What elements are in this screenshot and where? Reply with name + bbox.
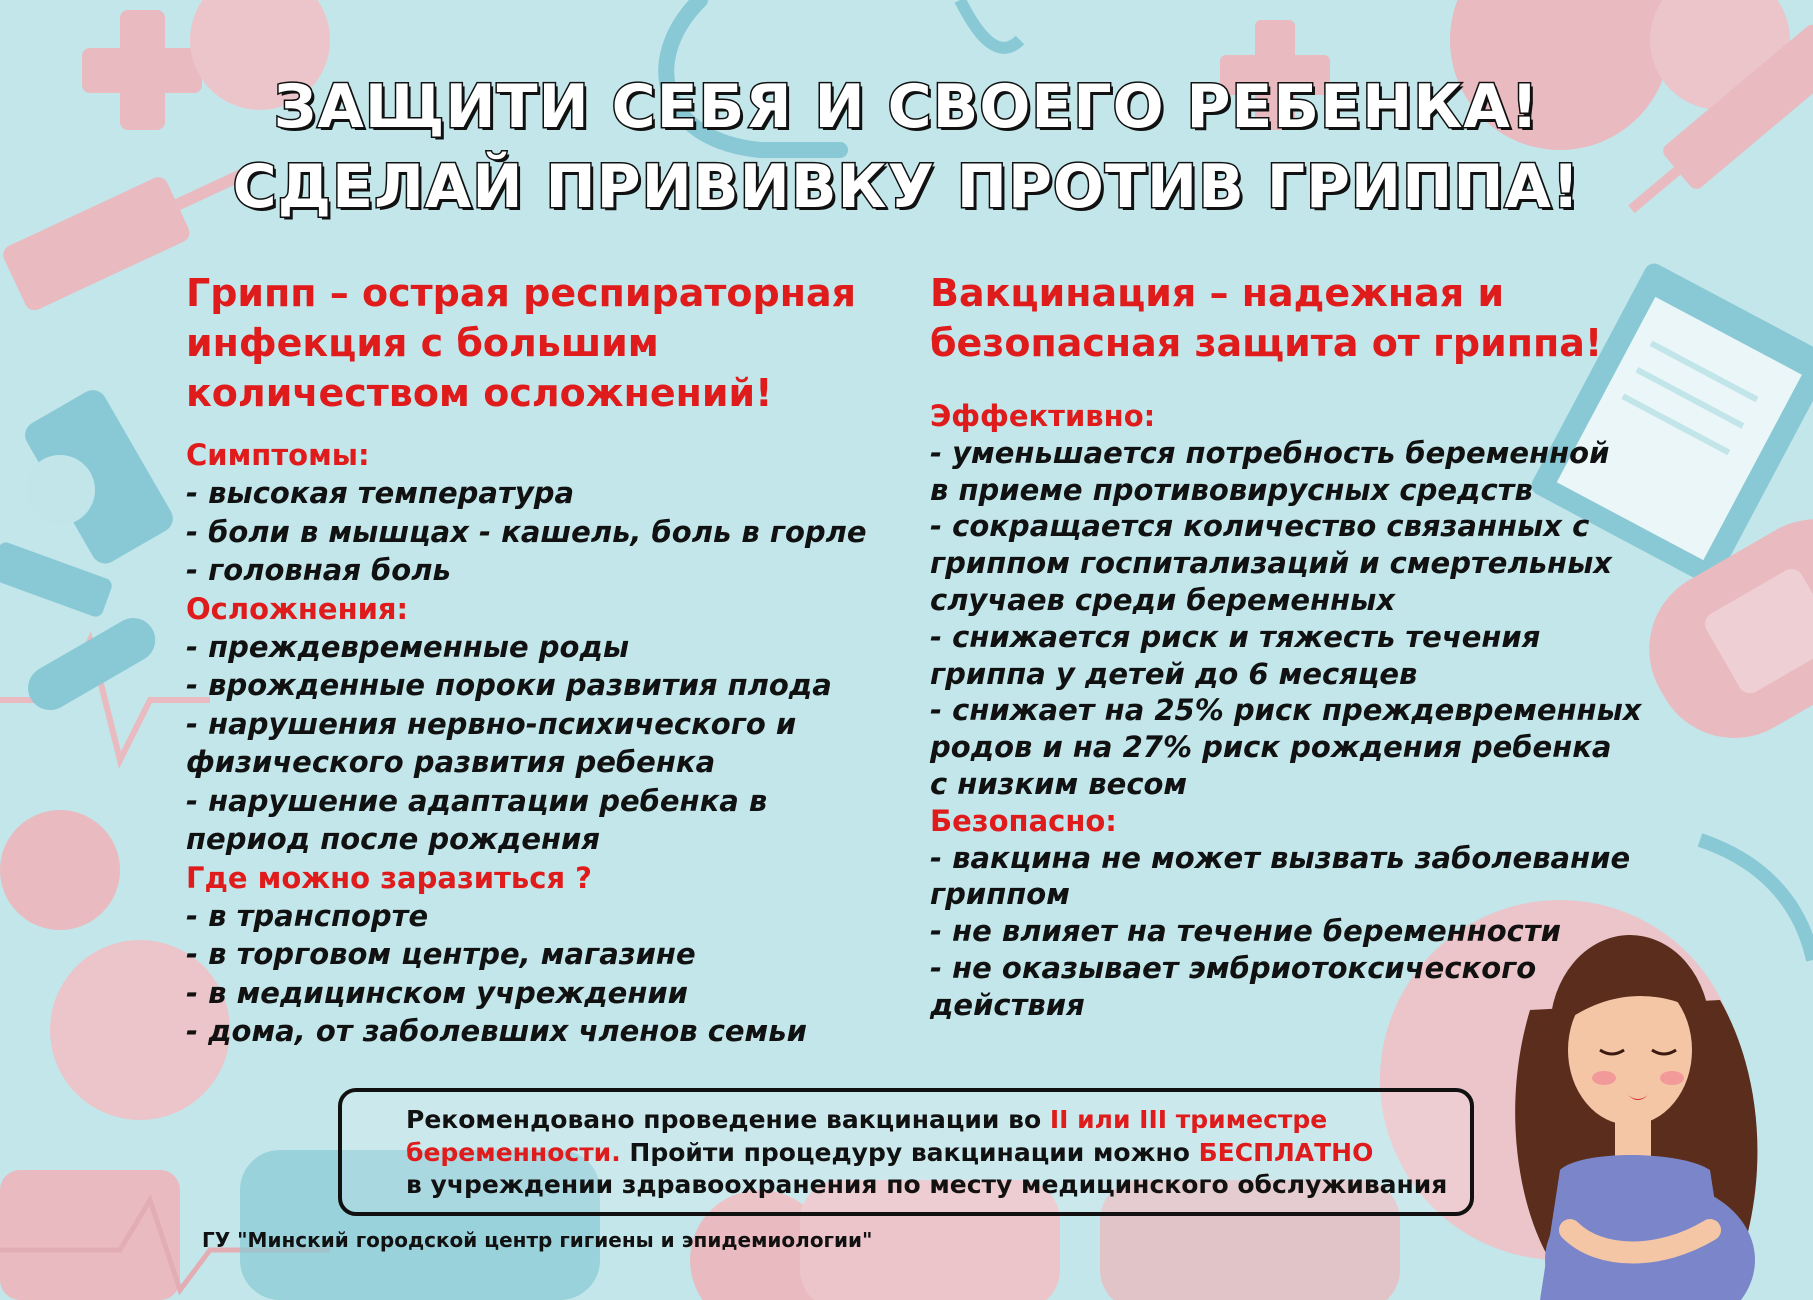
list-item: - боли в мышцах - кашель, боль в горле [186, 514, 867, 549]
pregnancy-highlight: беременности. [406, 1137, 621, 1167]
list-item: - снижает на 25% риск преждевременных [930, 693, 1642, 728]
list-item: - в торговом центре, магазине [186, 937, 696, 971]
infection-places-title: Где можно заразиться ? [186, 860, 592, 895]
recommendation-part: Рекомендовано проведение вакцинации во [406, 1105, 1050, 1134]
flu-heading-line: количеством осложнений! [186, 371, 773, 415]
free-highlight: БЕСПЛАТНО [1198, 1137, 1374, 1167]
list-item: гриппом госпитализаций и смертельных [930, 546, 1612, 581]
recommendation-box [338, 1088, 1474, 1216]
page-title-line-1: ЗАЩИТИ СЕБЯ И СВОЕГО РЕБЕНКА! [273, 72, 1540, 142]
effective-title: Эффективно: [930, 399, 1156, 433]
list-item: с низким весом [930, 766, 1188, 801]
list-item: - сокращается количество связанных с [930, 509, 1590, 544]
list-item: в приеме противовирусных средств [930, 472, 1533, 507]
list-item: - нарушения нервно-психического и [186, 706, 797, 741]
list-item: - снижается риск и тяжесть течения [930, 619, 1541, 654]
flu-info-column [186, 268, 906, 1051]
complications-title: Осложнения: [186, 591, 409, 626]
list-item: - преждевременные роды [186, 629, 630, 664]
flu-heading-line: Грипп – острая респираторная [186, 271, 856, 315]
list-item: гриппом [930, 877, 1070, 912]
safe-title: Безопасно: [930, 803, 1117, 838]
trimester-highlight: II или III триместре [1049, 1105, 1328, 1134]
list-item: - не влияет на течение беременности [930, 914, 1561, 949]
symptoms-title: Симптомы: [186, 438, 370, 472]
list-item: - не оказывает эмбриотоксического [930, 950, 1537, 985]
recommendation-part: Пройти процедуру вакцинации можно [620, 1137, 1199, 1167]
list-item: - уменьшается потребность беременной [930, 435, 1610, 470]
list-item: - вакцина не может вызвать заболевание [930, 840, 1631, 875]
recommendation-part: в учреждении здравоохранения по месту медицинского обслуживания [406, 1170, 1448, 1199]
recommendation-text [406, 1104, 1466, 1202]
list-item: - врожденные пороки развития плода [186, 668, 832, 702]
flu-heading-line: инфекция с большим [186, 321, 659, 365]
list-item: - в медицинском учреждении [186, 975, 689, 1010]
list-item: - головная боль [186, 553, 451, 587]
organization-footer: ГУ "Минский городской центр гигиены и эпидемиологии" [202, 1228, 873, 1252]
vaccination-info-column [930, 268, 1650, 1024]
vaccination-heading-line: Вакцинация – надежная и [930, 271, 1505, 315]
list-item: действия [930, 987, 1085, 1022]
list-item: гриппа у детей до 6 месяцев [930, 656, 1418, 691]
vaccination-heading-line: безопасная защита от гриппа! [930, 321, 1603, 365]
list-item: период после рождения [186, 822, 600, 856]
list-item: - высокая температура [186, 476, 575, 510]
list-item: родов и на 27% риск рождения ребенка [930, 730, 1612, 765]
list-item: физического развития ребенка [186, 745, 716, 779]
list-item: - нарушение адаптации ребенка в [186, 783, 768, 818]
list-item: - дома, от заболевших членов семьи [186, 1014, 807, 1048]
list-item: случаев среди беременных [930, 582, 1396, 617]
list-item: - в транспорте [186, 898, 429, 933]
page-title-line-2: СДЕЛАЙ ПРИВИВКУ ПРОТИВ ГРИППА! [232, 152, 1581, 222]
